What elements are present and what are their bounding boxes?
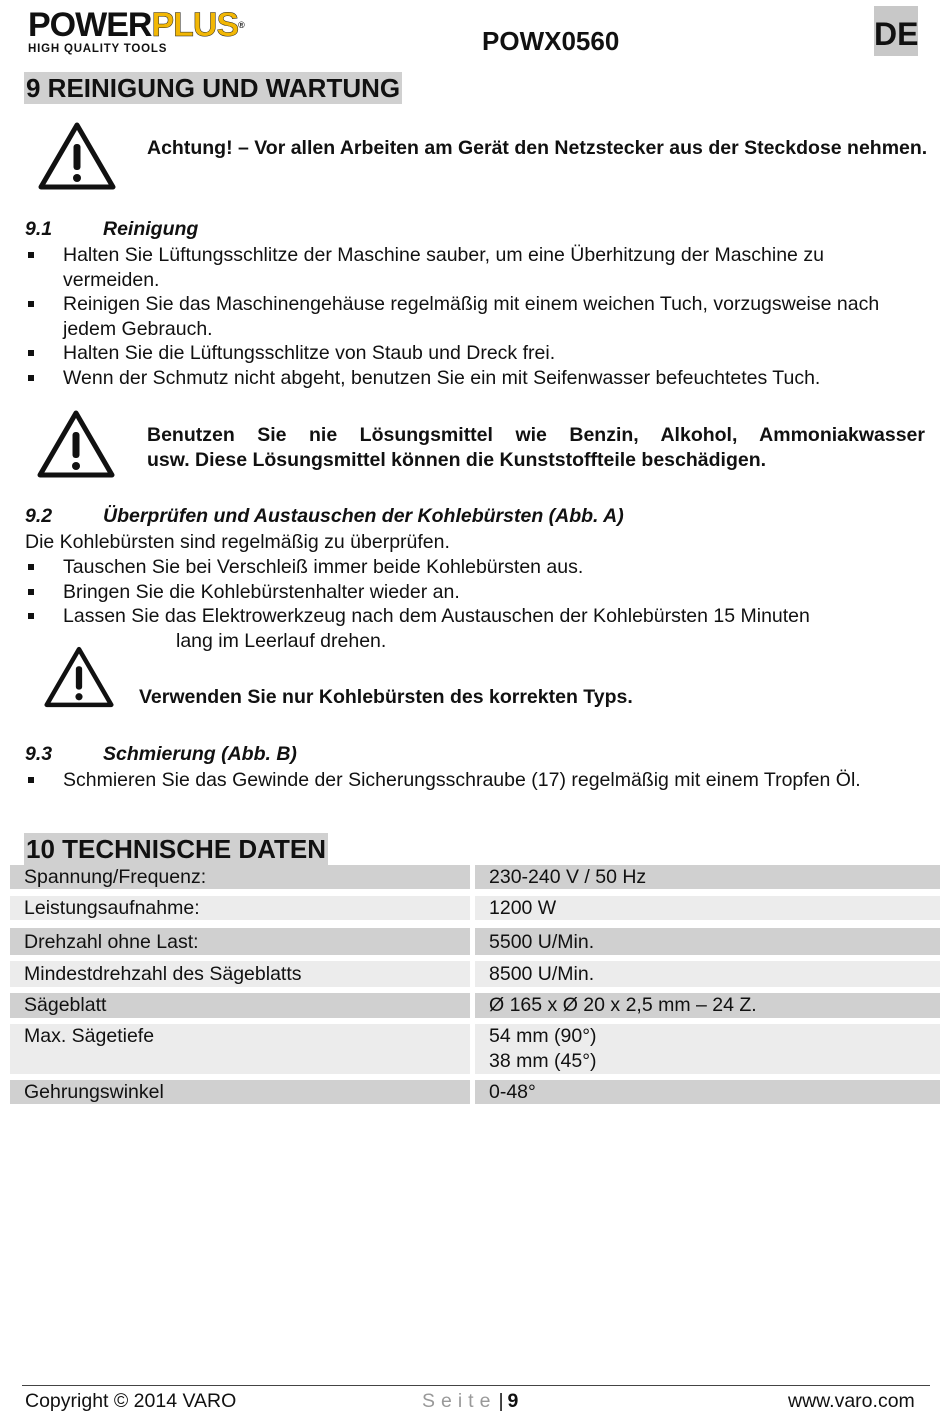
table-row	[10, 928, 940, 955]
warning-triangle-icon	[37, 410, 115, 478]
footer-copyright: Copyright © 2014 VARO	[25, 1390, 237, 1412]
section-9-heading: 9 REINIGUNG UND WARTUNG	[26, 73, 401, 103]
table-row	[10, 896, 940, 920]
spec-label: Gehrungswinkel	[10, 1080, 470, 1104]
warning-triangle-icon	[38, 122, 116, 190]
spec-value: Ø 165 x Ø 20 x 2,5 mm – 24 Z.	[475, 993, 940, 1018]
bullet-square-icon	[28, 350, 34, 356]
table-row	[10, 1024, 940, 1074]
bullet-square-icon	[28, 777, 34, 783]
cleaning-bullet-list	[25, 243, 925, 390]
carbon-brush-intro: Die Kohlebürsten sind regelmäßig zu überprüfen.	[25, 531, 450, 553]
brand-accent: PLUS	[151, 6, 239, 44]
subsection-title: Überprüfen und Austauschen der Kohlebürsten (Abb. A)	[103, 505, 624, 527]
spec-value: 38 mm (45°)	[489, 1049, 597, 1072]
brand-registered: ®	[238, 20, 244, 30]
language-badge: DE	[874, 6, 918, 56]
table-row	[10, 865, 940, 889]
model-number: POWX0560	[482, 26, 620, 56]
table-row	[10, 993, 940, 1018]
bullet-square-icon	[28, 613, 34, 619]
list-item: Wenn der Schmutz nicht abgeht, benutzen Sie ein mit Seifenwasser befeuchtetes Tuch.	[25, 366, 925, 391]
subsection-number: 9.3	[25, 743, 53, 765]
list-item: Tauschen Sie bei Verschleiß immer beide Kohlebürsten aus.	[25, 555, 925, 580]
warning-triangle-icon	[44, 646, 114, 708]
section-10-heading: 10 TECHNISCHE DATEN	[26, 834, 327, 864]
lubrication-bullet-list	[25, 768, 925, 793]
spec-label: Drehzahl ohne Last:	[10, 928, 470, 955]
footer-page-indicator	[422, 1390, 518, 1413]
subsection-9-2-heading	[25, 505, 624, 528]
warning-brush-type: Verwenden Sie nur Kohlebürsten des korrekten Typs.	[139, 686, 633, 708]
footer-divider	[22, 1385, 930, 1386]
bullet-square-icon	[28, 589, 34, 595]
spec-value: 54 mm (90°)	[489, 1025, 597, 1047]
bullet-square-icon	[28, 375, 34, 381]
spec-value: 8500 U/Min.	[475, 961, 940, 987]
list-item: Bringen Sie die Kohlebürstenhalter wieder an.	[25, 580, 925, 605]
subsection-number: 9.1	[25, 218, 53, 240]
footer-website: www.varo.com	[788, 1390, 915, 1412]
spec-value: 230-240 V / 50 Hz	[475, 865, 940, 889]
spec-value-group	[475, 1024, 940, 1074]
table-row	[10, 1080, 940, 1104]
spec-label: Max. Sägetiefe	[10, 1024, 470, 1074]
warning-solvent-line2: usw. Diese Lösungsmittel können die Kunststoffteile beschädigen.	[147, 449, 767, 471]
warning-solvent-line1: Benutzen Sie nie Lösungsmittel wie Benzin, Alkohol, Ammoniakwasser	[147, 424, 925, 446]
brand-tagline: HIGH QUALITY TOOLS	[28, 43, 168, 55]
brand-main: POWER	[28, 6, 152, 44]
subsection-9-3-heading	[25, 743, 297, 766]
footer-page-separator: |	[498, 1390, 504, 1412]
spec-value: 0-48°	[475, 1080, 940, 1104]
bullet-square-icon	[28, 301, 34, 307]
brand-logo	[28, 6, 298, 55]
spec-value: 1200 W	[475, 896, 940, 920]
spec-label: Leistungsaufnahme:	[10, 896, 470, 920]
list-item: Halten Sie die Lüftungsschlitze von Staub und Dreck frei.	[25, 341, 925, 366]
spec-label: Mindestdrehzahl des Sägeblatts	[10, 961, 470, 987]
footer-page-word: Seite	[422, 1390, 497, 1412]
bullet-continuation: lang im Leerlauf drehen.	[176, 630, 387, 652]
subsection-title: Schmierung (Abb. B)	[103, 743, 297, 765]
warning-unplug-text: Achtung! – Vor allen Arbeiten am Gerät den Netzstecker aus der Steckdose nehmen.	[147, 137, 928, 159]
spec-value: 5500 U/Min.	[475, 928, 940, 955]
subsection-title: Reinigung	[103, 218, 199, 240]
list-item: Halten Sie Lüftungsschlitze der Maschine sauber, um eine Überhitzung der Maschine zu vermeiden.	[25, 243, 925, 292]
carbon-brush-bullet-list	[25, 555, 925, 629]
spec-label: Spannung/Frequenz:	[10, 865, 470, 889]
footer-page-number: 9	[507, 1390, 519, 1412]
list-item: Lassen Sie das Elektrowerkzeug nach dem Austauschen der Kohlebürsten 15 Minuten	[25, 604, 925, 629]
table-row	[10, 961, 940, 987]
subsection-number: 9.2	[25, 505, 53, 527]
list-item: Schmieren Sie das Gewinde der Sicherungsschraube (17) regelmäßig mit einem Tropfen Öl.	[25, 768, 925, 793]
spec-label: Sägeblatt	[10, 993, 470, 1018]
subsection-9-1-heading	[25, 218, 198, 241]
bullet-square-icon	[28, 252, 34, 258]
bullet-square-icon	[28, 564, 34, 570]
list-item: Reinigen Sie das Maschinengehäuse regelmäßig mit einem weichen Tuch, vorzugsweise nach jedem Gebrauch.	[25, 292, 925, 341]
